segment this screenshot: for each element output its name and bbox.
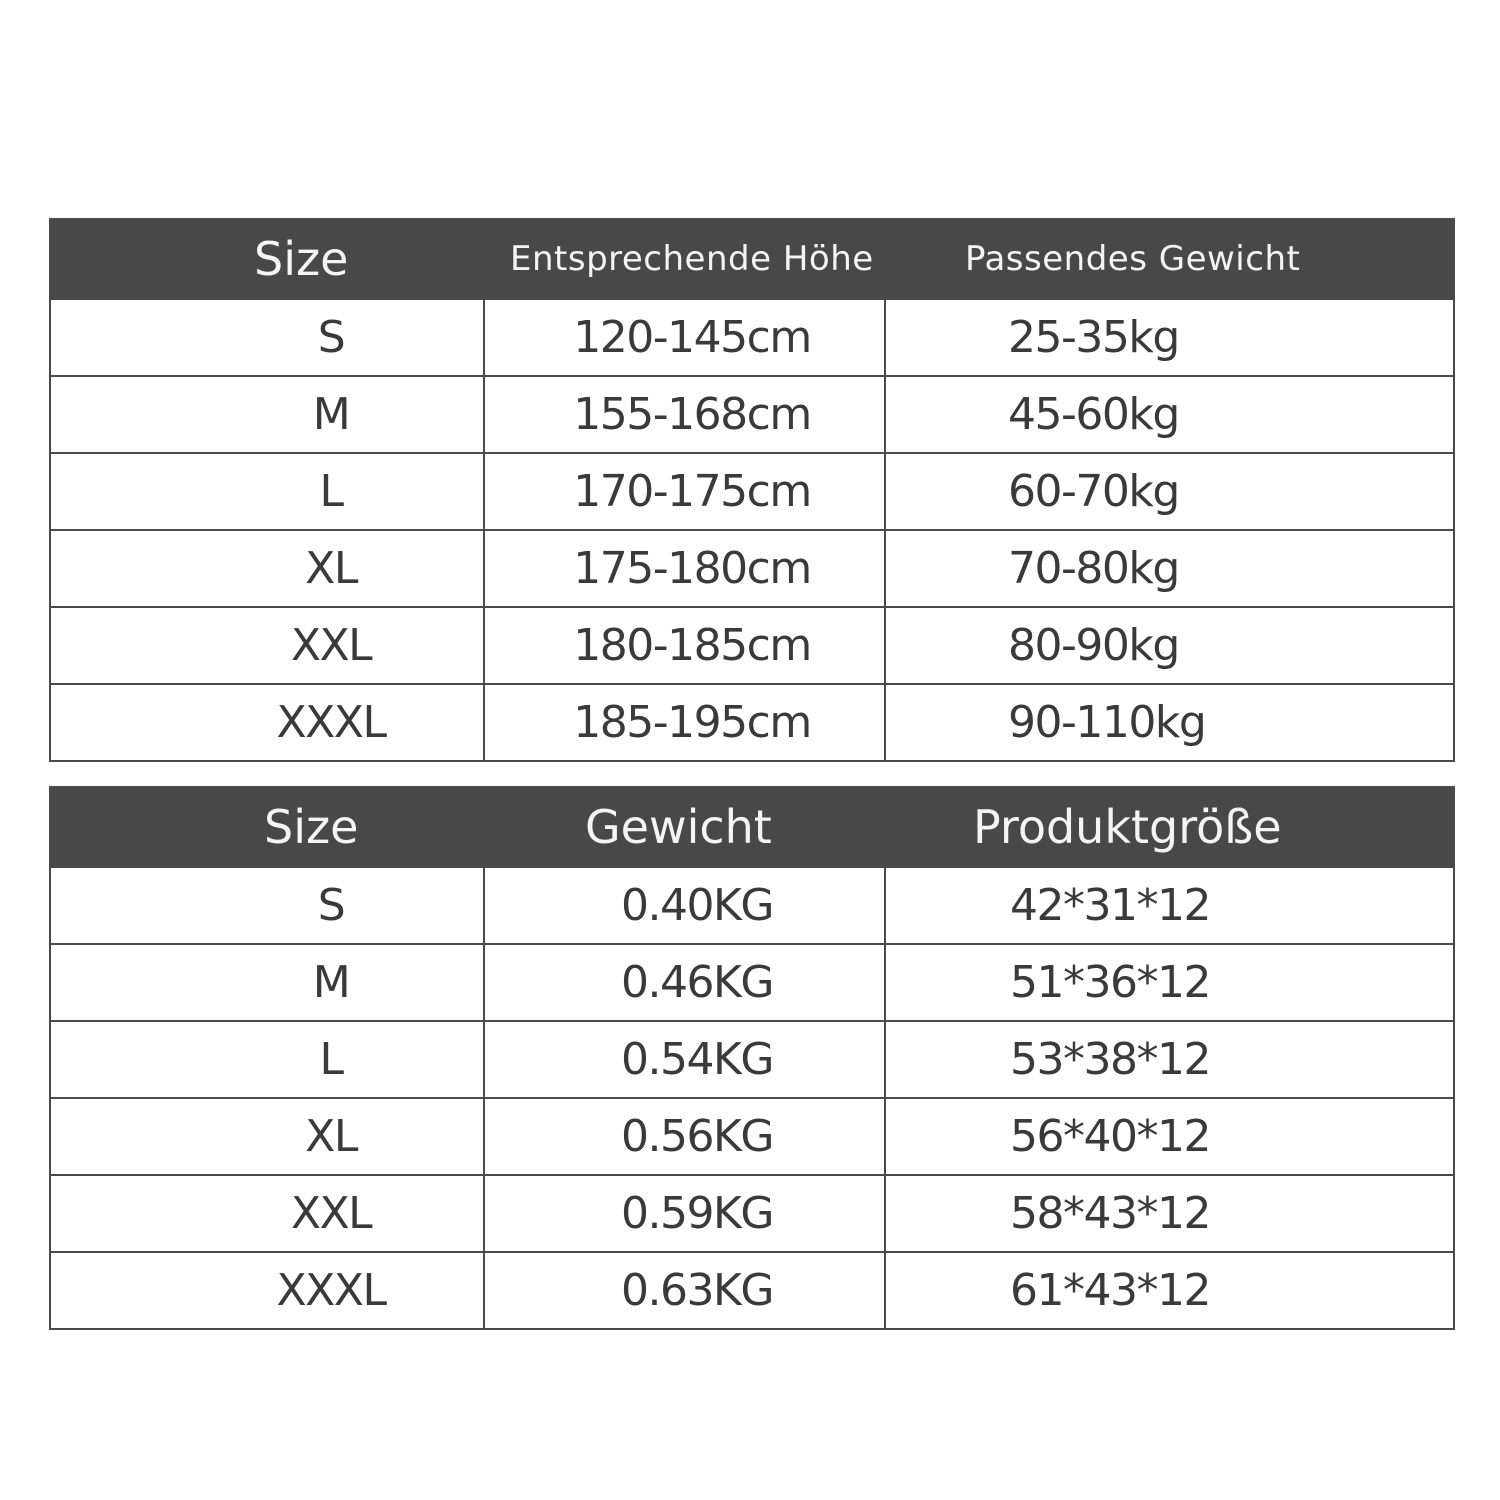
column-header-height: Entsprechende Höhe — [484, 219, 885, 299]
product-weight-cell: 0.40KG — [484, 867, 885, 944]
table-row — [50, 684, 1454, 761]
table-row — [50, 1175, 1454, 1252]
table-row — [50, 1098, 1454, 1175]
table-row — [50, 944, 1454, 1021]
size-cell: XL — [50, 530, 484, 607]
size-cell: XXL — [50, 1175, 484, 1252]
size-cell: XXL — [50, 607, 484, 684]
table-body — [50, 299, 1454, 761]
product-dimensions-cell: 56*40*12 — [885, 1098, 1454, 1175]
table-body — [50, 867, 1454, 1329]
size-cell: S — [50, 867, 484, 944]
table-row — [50, 299, 1454, 376]
column-header-product-size: Produktgröße — [885, 787, 1454, 867]
header-row — [50, 787, 1454, 867]
weight-cell: 45-60kg — [885, 376, 1454, 453]
column-header-size: Size — [50, 787, 484, 867]
column-header-product-weight: Gewicht — [484, 787, 885, 867]
weight-cell: 70-80kg — [885, 530, 1454, 607]
size-cell: M — [50, 944, 484, 1021]
size-cell: L — [50, 453, 484, 530]
table-row — [50, 867, 1454, 944]
height-cell: 175-180cm — [484, 530, 885, 607]
size-cell: XXXL — [50, 1252, 484, 1329]
product-weight-cell: 0.59KG — [484, 1175, 885, 1252]
size-cell: XL — [50, 1098, 484, 1175]
product-dimensions-cell: 58*43*12 — [885, 1175, 1454, 1252]
height-weight-size-table — [49, 218, 1455, 762]
weight-cell: 80-90kg — [885, 607, 1454, 684]
height-cell: 120-145cm — [484, 299, 885, 376]
product-weight-cell: 0.56KG — [484, 1098, 885, 1175]
product-dimensions-cell: 61*43*12 — [885, 1252, 1454, 1329]
product-dimensions-cell: 42*31*12 — [885, 867, 1454, 944]
column-header-size: Size — [50, 219, 484, 299]
product-weight-cell: 0.54KG — [484, 1021, 885, 1098]
weight-cell: 60-70kg — [885, 453, 1454, 530]
table-header — [50, 219, 1454, 299]
product-dimensions-cell: 51*36*12 — [885, 944, 1454, 1021]
column-header-weight: Passendes Gewicht — [885, 219, 1454, 299]
size-cell: L — [50, 1021, 484, 1098]
table-row — [50, 1021, 1454, 1098]
height-cell: 155-168cm — [484, 376, 885, 453]
weight-cell: 25-35kg — [885, 299, 1454, 376]
weight-cell: 90-110kg — [885, 684, 1454, 761]
table-row — [50, 607, 1454, 684]
table-row — [50, 376, 1454, 453]
size-cell: XXXL — [50, 684, 484, 761]
table-row — [50, 453, 1454, 530]
height-cell: 180-185cm — [484, 607, 885, 684]
header-row — [50, 219, 1454, 299]
size-cell: M — [50, 376, 484, 453]
height-cell: 170-175cm — [484, 453, 885, 530]
product-weight-cell: 0.63KG — [484, 1252, 885, 1329]
table-header — [50, 787, 1454, 867]
product-dimensions-cell: 53*38*12 — [885, 1021, 1454, 1098]
product-weight-cell: 0.46KG — [484, 944, 885, 1021]
product-size-table — [49, 786, 1455, 1330]
size-cell: S — [50, 299, 484, 376]
table-row — [50, 1252, 1454, 1329]
table-row — [50, 530, 1454, 607]
height-cell: 185-195cm — [484, 684, 885, 761]
